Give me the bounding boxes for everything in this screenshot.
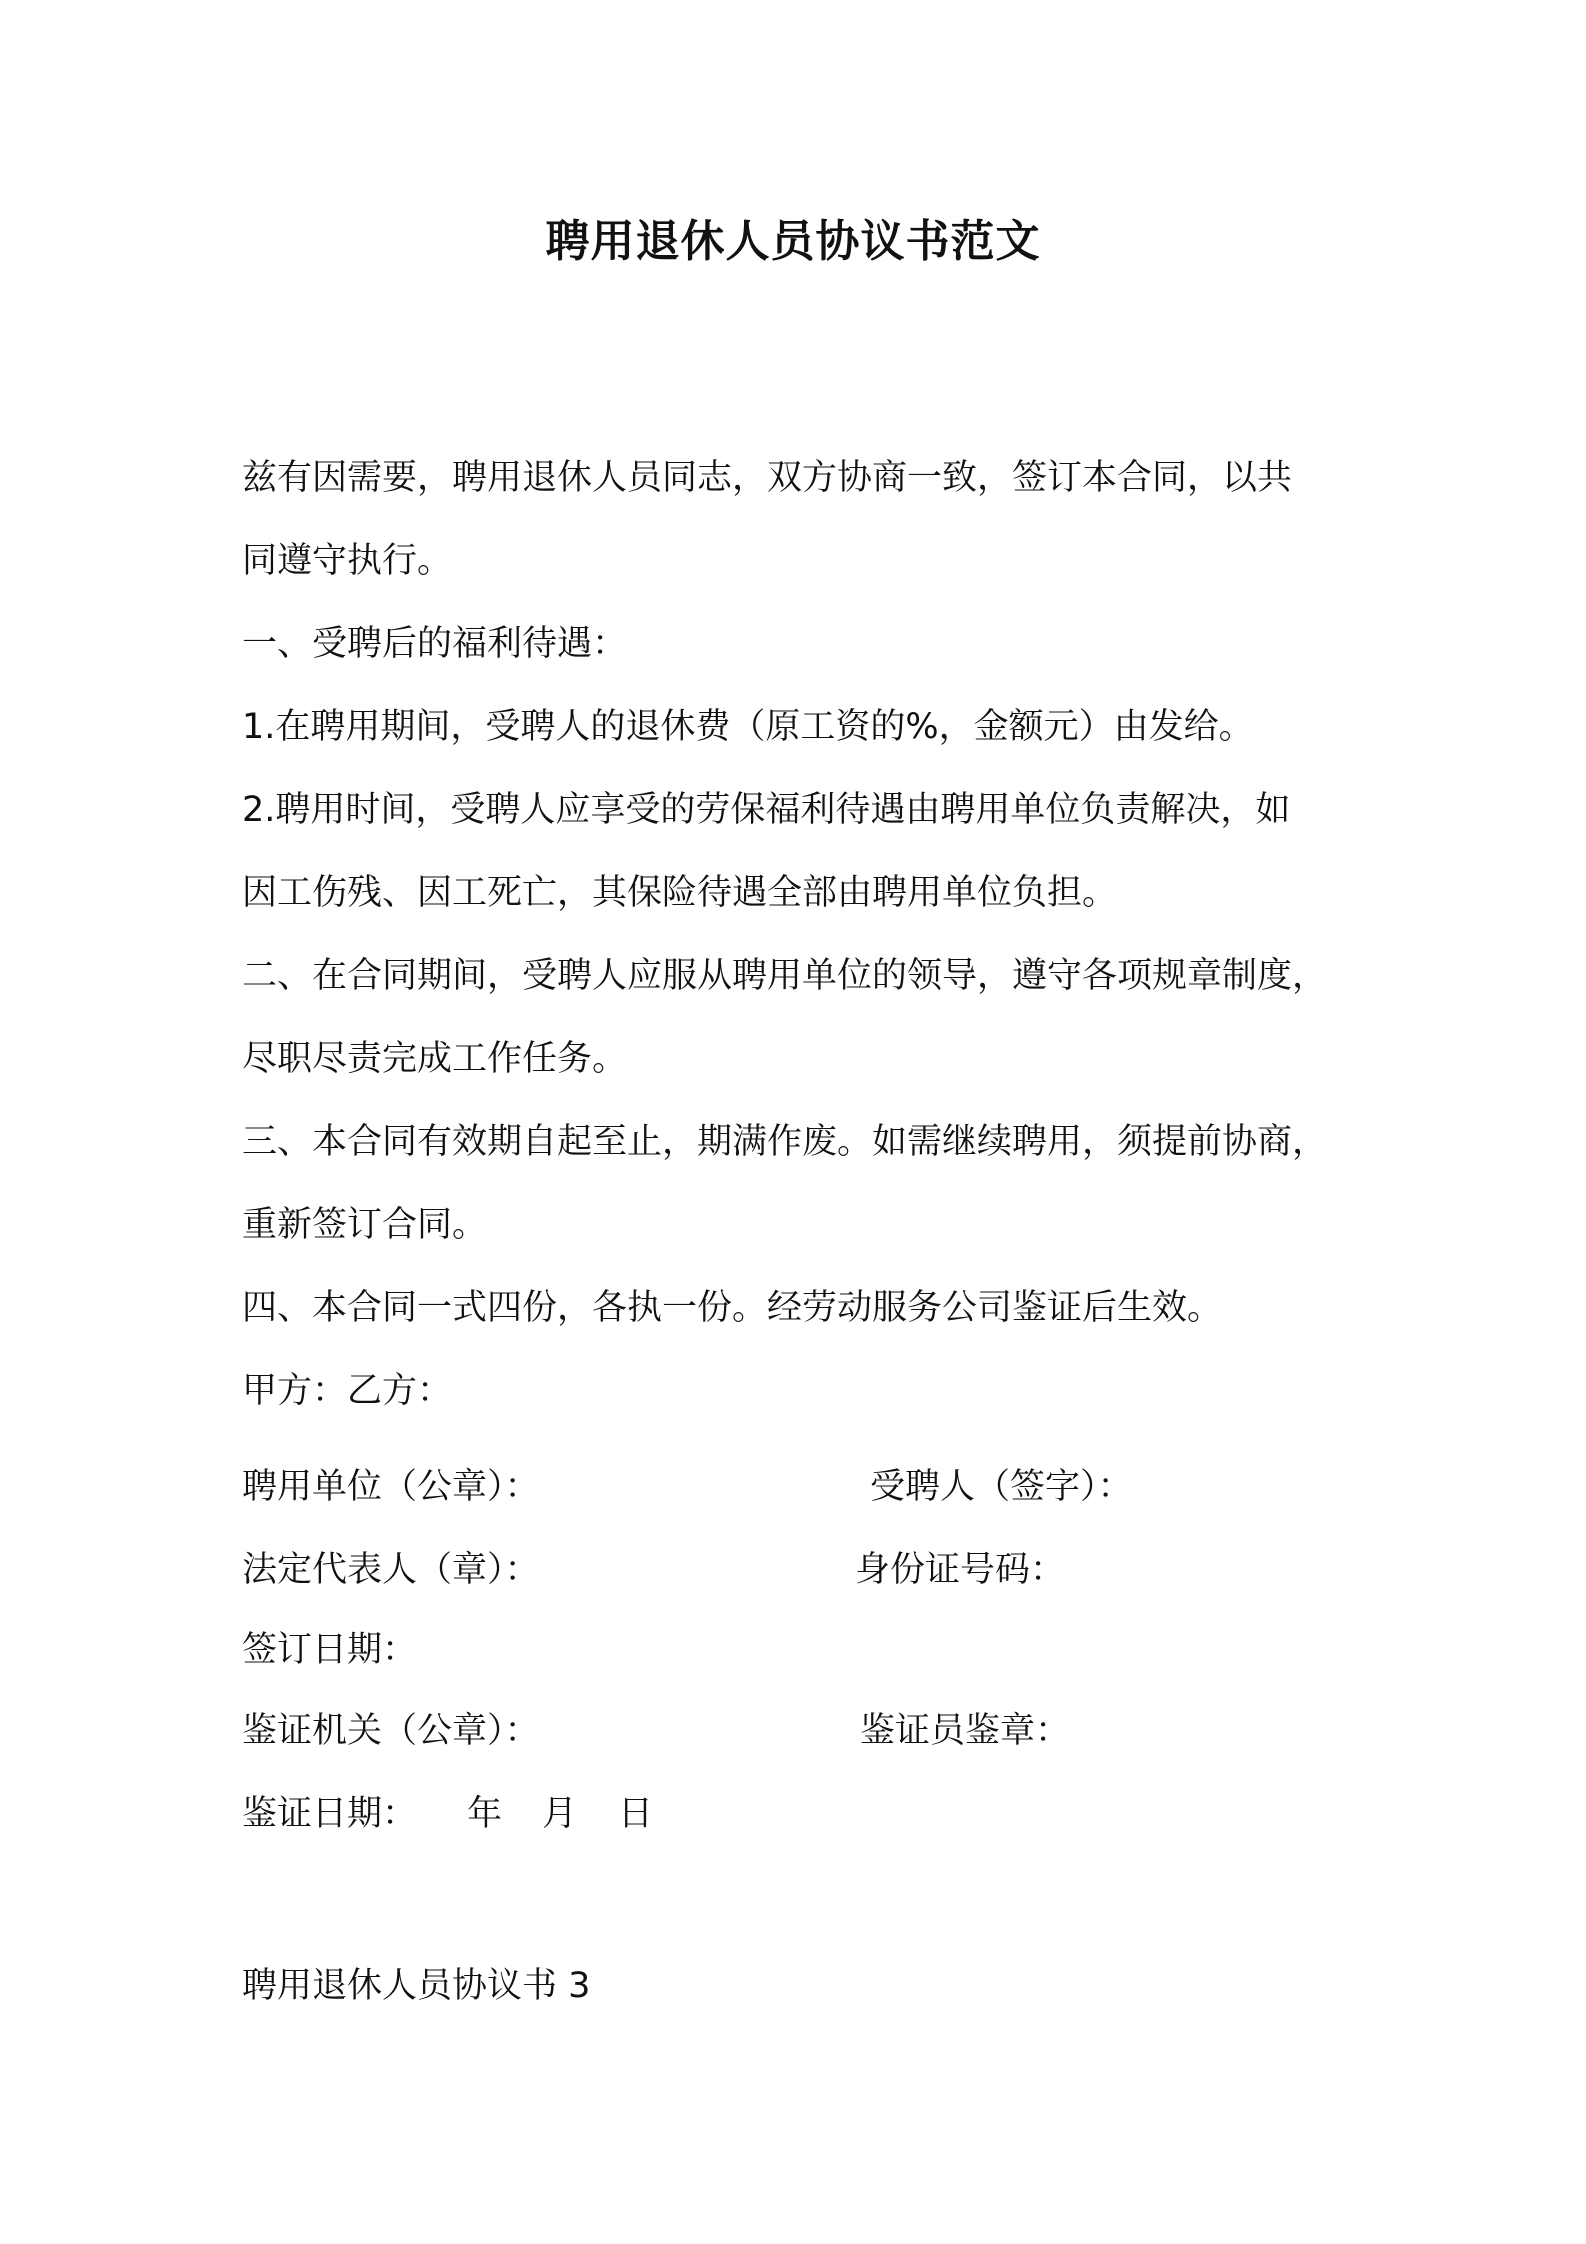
verifier-seal-label: 鉴证员鉴章： [860,1711,1071,1751]
intro-line-1: 兹有因需要，聘用退休人员同志，双方协商一致，签订本合同，以共 [242,458,1293,498]
section-3-line-1: 三、本合同有效期自起至止，期满作废。如需继续聘用，须提前协商， [242,1122,1328,1162]
verify-date-day: 日 [618,1794,654,1834]
document-title: 聘用退休人员协议书范文 [545,216,1041,267]
authority-seal-label: 鉴证机关（公章）： [242,1711,540,1751]
verify-date-year: 年 [467,1794,503,1834]
verify-date-label: 鉴证日期： [242,1794,418,1834]
parties-line: 甲方：乙方： [242,1371,453,1411]
section-1-heading: 一、受聘后的福利待遇： [242,624,628,664]
item-1: 1.在聘用期间，受聘人的退休费（原工资的%，金额元）由发给。 [242,707,1254,747]
next-document-heading: 聘用退休人员协议书 3 [242,1966,591,2006]
employee-signature-label: 受聘人（签字）： [870,1467,1133,1507]
verify-date-month: 月 [542,1794,578,1834]
section-4: 四、本合同一式四份，各执一份。经劳动服务公司鉴证后生效。 [242,1288,1223,1328]
id-number-label: 身份证号码： [855,1550,1066,1590]
employer-seal-label: 聘用单位（公章）： [242,1467,540,1507]
legal-representative-label: 法定代表人（章）： [242,1550,540,1590]
section-2-line-1: 二、在合同期间，受聘人应服从聘用单位的领导，遵守各项规章制度， [242,956,1328,996]
item-2-line-1: 2.聘用时间，受聘人应享受的劳保福利待遇由聘用单位负责解决，如 [242,790,1291,830]
section-2-line-2: 尽职尽责完成工作任务。 [242,1039,628,1079]
item-2-line-2: 因工伤残、因工死亡，其保险待遇全部由聘用单位负担。 [242,873,1118,913]
sign-date-label: 签订日期： [242,1630,418,1670]
intro-line-2: 同遵守执行。 [242,541,453,581]
section-3-line-2: 重新签订合同。 [242,1205,488,1245]
